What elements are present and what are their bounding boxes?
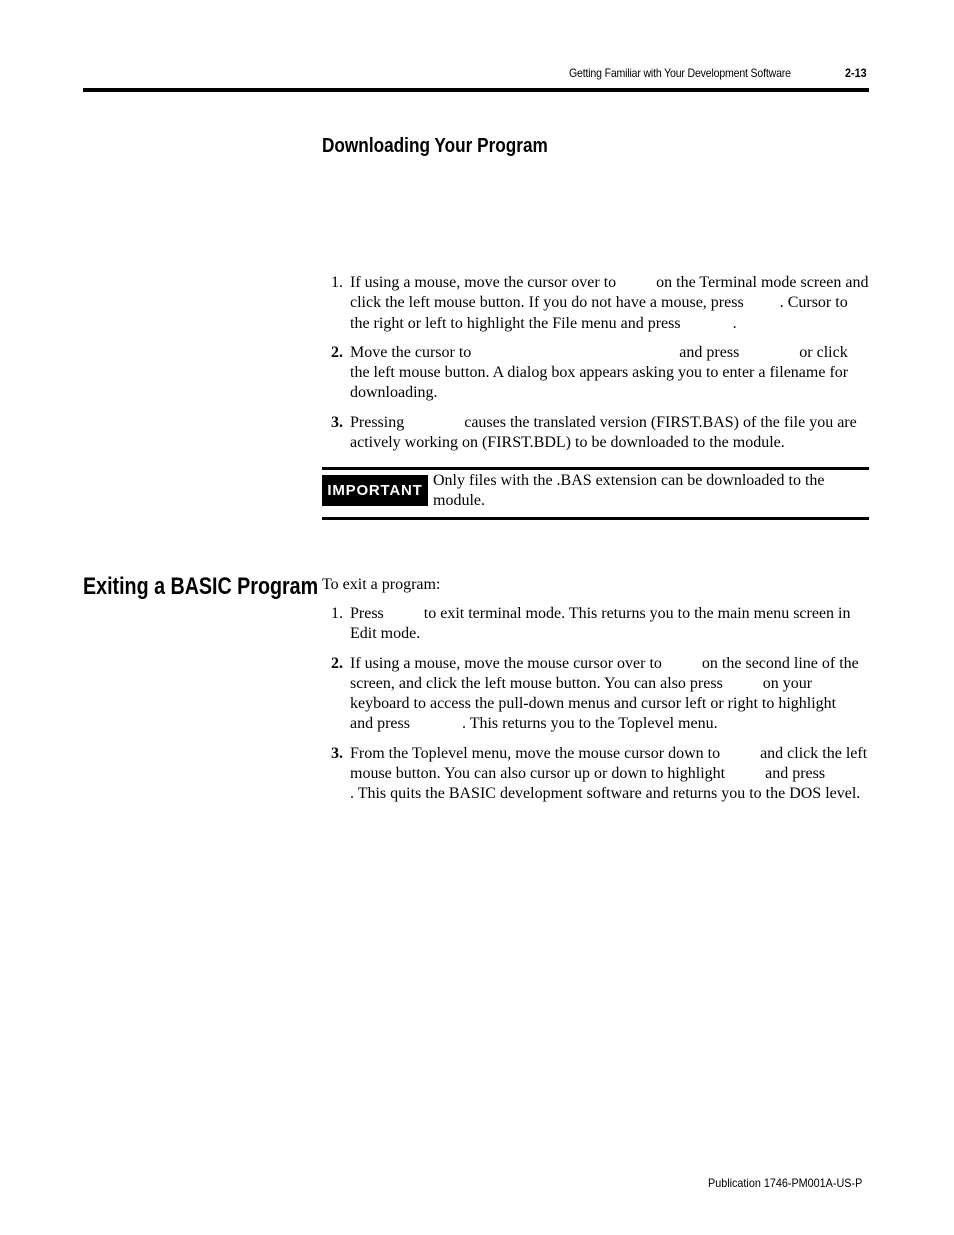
important-top-rule: [322, 467, 869, 470]
exiting-intro: To exit a program:: [322, 576, 441, 593]
list-item: [322, 744, 878, 805]
list-item: [322, 273, 873, 334]
page-number: 2-13: [845, 66, 867, 80]
list-item: [322, 413, 870, 454]
important-badge: IMPORTANT: [322, 475, 428, 506]
downloading-steps: [322, 273, 873, 462]
important-text: Only files with the .BAS extension can be downloaded to the module.: [433, 472, 825, 510]
step-text: Pressing causes the translated version (FIRST.BAS) of the file you are actively working on (FIRST.BDL) to be downloaded to the module.: [350, 413, 861, 452]
step-text: Move the cursor to and press or click the left mouse button. A dialog box appears asking you to enter a filename for downloading.: [350, 343, 853, 402]
important-bottom-rule: [322, 517, 869, 520]
exiting-heading: Exiting a BASIC Program: [83, 573, 319, 600]
exiting-steps: [322, 604, 878, 814]
step-text: If using a mouse, move the cursor over to on the Terminal mode screen and click the left mouse button. If you do not have a mouse, press . Cursor to the right or left to highlight the File menu and press .: [350, 274, 873, 332]
list-item: [322, 604, 870, 645]
step-number: 3.: [331, 413, 343, 431]
step-number: 1.: [331, 274, 343, 291]
step-text: If using a mouse, move the mouse cursor over to on the second line of the screen, and click the left mouse button. You can also press on your keyboard to access the pull-down menus and cursor left or right to highlight and press . This returns you to the Toplevel menu.: [350, 654, 877, 733]
list-item: [322, 654, 877, 735]
step-text: From the Toplevel menu, move the mouse cursor down to and click the left mouse button. You can also cursor up or down to highlight and press . This quits the BASIC development software and returns you to the DOS level.: [350, 744, 878, 803]
publication-number: Publication 1746-PM001A-US-P: [708, 1176, 863, 1190]
step-number: 2.: [331, 343, 343, 361]
chapter-title: Getting Familiar with Your Development Software: [569, 66, 791, 80]
header-rule: [83, 88, 869, 92]
step-number: 2.: [331, 654, 343, 672]
step-number: 1.: [331, 605, 343, 622]
step-number: 3.: [331, 744, 343, 762]
list-item: [322, 343, 870, 404]
downloading-heading: Downloading Your Program: [322, 135, 548, 157]
step-text: Press to exit terminal mode. This returns you to the main menu screen in Edit mode.: [350, 605, 855, 643]
